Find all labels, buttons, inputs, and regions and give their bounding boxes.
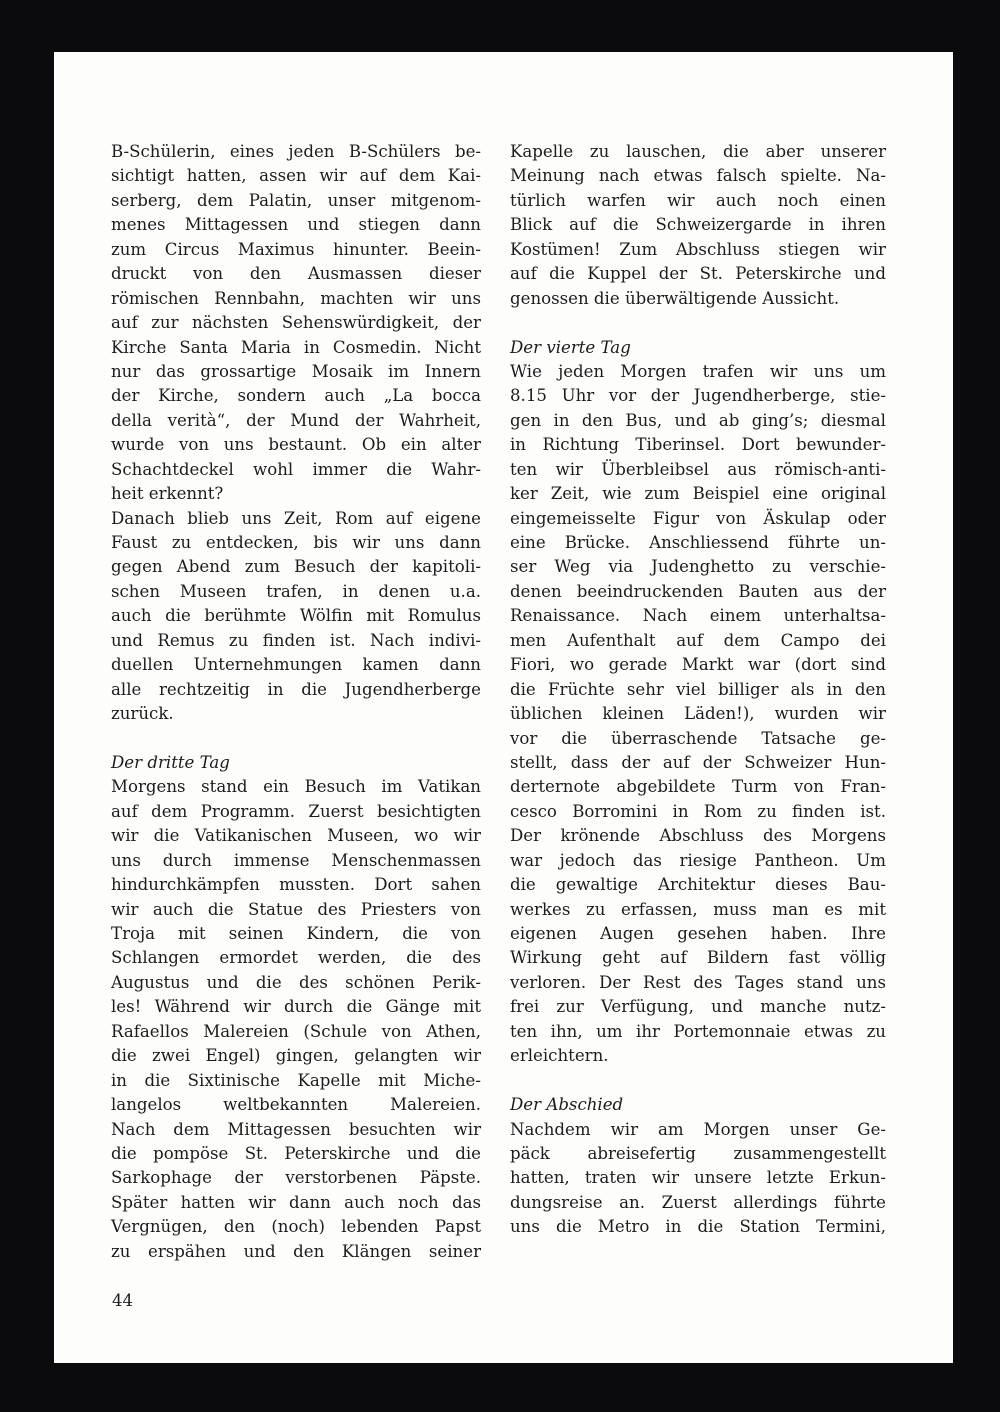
text-line: stellt, dass der auf der Schweizer Hun- xyxy=(510,752,886,772)
text-line: Vergnügen, den (noch) lebenden Papst xyxy=(111,1217,481,1237)
text-line: Meinung nach etwas falsch spielte. Na- xyxy=(510,166,886,186)
text-line: gen in den Bus, und ab ging’s; diesmal xyxy=(510,410,886,430)
text-line: ker Zeit, wie zum Beispiel eine original xyxy=(510,484,886,504)
text-line: Nach dem Mittagessen besuchten wir xyxy=(111,1119,481,1139)
text-line: sichtigt hatten, assen wir auf dem Kai- xyxy=(111,166,481,186)
paragraph-gap xyxy=(510,1069,886,1093)
text-line: verloren. Der Rest des Tages stand uns xyxy=(510,972,886,992)
text-line: erleichtern. xyxy=(510,1046,609,1066)
text-line: auf dem Programm. Zuerst besichtigten xyxy=(111,801,481,821)
text-line: die gewaltige Architektur dieses Bau- xyxy=(510,875,886,895)
paragraph-gap xyxy=(111,727,481,751)
text-line: Faust zu entdecken, bis wir uns dann xyxy=(111,533,481,552)
text-line: heit erkennt? xyxy=(111,484,224,504)
text-line: auf zur nächsten Sehenswürdigkeit, der xyxy=(111,313,481,333)
section-heading-farewell: Der Abschied xyxy=(510,1095,624,1115)
text-line: hindurchkämpfen mussten. Dort sahen xyxy=(111,875,481,895)
text-line: eine Brücke. Anschliessend führte un- xyxy=(510,533,886,552)
paragraph-st-peter xyxy=(510,140,886,311)
text-line: denen beeindruckenden Bauten aus der xyxy=(510,581,886,601)
text-line: zurück. xyxy=(111,704,174,724)
text-line: Wirkung geht auf Bildern fast völlig xyxy=(510,948,886,968)
text-line: römischen Rennbahn, machten wir uns xyxy=(111,288,481,308)
text-line: wir die Vatikanischen Museen, wo wir xyxy=(111,826,481,846)
text-line: Augustus und die des schönen Perik- xyxy=(111,972,481,992)
text-line: auch die berühmte Wölfin mit Romulus xyxy=(111,606,481,626)
text-line: B-Schülerin, eines jeden B-Schülers be- xyxy=(111,142,481,161)
text-line: auf die Kuppel der St. Peterskirche und xyxy=(510,264,886,284)
text-line: Kostümen! Zum Abschluss stiegen wir xyxy=(510,239,886,259)
text-line: Renaissance. Nach einem unterhaltsa- xyxy=(510,606,886,626)
text-line: werkes zu erfassen, muss man es mit xyxy=(510,899,886,919)
text-line: nur das grossartige Mosaik im Innern xyxy=(111,361,481,381)
text-line: della verità“, der Mund der Wahrheit, xyxy=(111,410,481,430)
text-line: dungsreise an. Zuerst allerdings führte xyxy=(510,1192,886,1212)
text-line: zum Circus Maximus hinunter. Beein- xyxy=(111,239,481,259)
text-line: Sarkophage der verstorbenen Päpste. xyxy=(111,1168,481,1188)
text-line: Troja mit seinen Kindern, die von xyxy=(111,924,481,943)
text-line: päck abreisefertig zusammengestellt xyxy=(510,1143,886,1163)
text-line: langelos weltbekannten Malereien. xyxy=(111,1095,481,1115)
text-line: 8.15 Uhr vor der Jugendherberge, stie- xyxy=(510,386,886,406)
text-line: uns durch immense Menschenmassen xyxy=(111,850,481,870)
text-line: ten ihn, um ihr Portemonnaie etwas zu xyxy=(510,1021,886,1041)
text-line: in die Sixtinische Kapelle mit Miche- xyxy=(111,1070,481,1090)
paragraph-forum-visit xyxy=(111,140,481,507)
text-line: cesco Borromini in Rom zu finden ist. xyxy=(510,801,886,821)
text-line: derternote abgebildete Turm von Fran- xyxy=(510,777,886,797)
text-line: ser Weg via Judenghetto zu verschie- xyxy=(510,557,886,577)
text-line: und Remus zu finden ist. Nach indivi- xyxy=(111,630,481,650)
paragraph-departure xyxy=(510,1118,886,1240)
text-line: Fiori, wo gerade Markt war (dort sind xyxy=(510,655,886,675)
text-line: Nachdem wir am Morgen unser Ge- xyxy=(510,1119,886,1139)
text-line: gegen Abend zum Besuch der kapitoli- xyxy=(111,557,481,577)
text-line: vor die überraschende Tatsache ge- xyxy=(510,728,886,748)
text-line: eigenen Augen gesehen haben. Ihre xyxy=(510,924,886,943)
text-line: genossen die überwältigende Aussicht. xyxy=(510,288,840,308)
text-line: Rafaellos Malereien (Schule von Athen, xyxy=(111,1021,481,1041)
section-heading-third-day: Der dritte Tag xyxy=(111,752,230,772)
page-number: 44 xyxy=(112,1291,134,1310)
text-line: les! Während wir durch die Gänge mit xyxy=(111,997,481,1017)
text-line: hatten, traten wir unsere letzte Erkun- xyxy=(510,1168,886,1188)
text-line: schen Museen trafen, in denen u.a. xyxy=(111,581,481,601)
paragraph-gap xyxy=(510,311,886,335)
left-column xyxy=(111,140,481,1264)
text-line: üblichen kleinen Läden!), wurden wir xyxy=(510,704,886,724)
text-line: Kirche Santa Maria in Cosmedin. Nicht xyxy=(111,337,481,357)
text-line: die zwei Engel) gingen, gelangten wir xyxy=(111,1046,481,1066)
text-line: men Aufenthalt auf dem Campo dei xyxy=(510,630,886,650)
text-line: die pompöse St. Peterskirche und die xyxy=(111,1143,481,1163)
text-line: türlich warfen wir auch noch einen xyxy=(510,190,886,210)
right-column xyxy=(510,140,886,1240)
text-line: eingemeisselte Figur von Äskulap oder xyxy=(510,508,886,528)
text-line: Blick auf die Schweizergarde in ihren xyxy=(510,215,886,235)
text-line: menes Mittagessen und stiegen dann xyxy=(111,215,481,235)
text-line: duellen Unternehmungen kamen dann xyxy=(111,655,481,675)
text-line: Der krönende Abschluss des Morgens xyxy=(510,826,886,846)
text-line: war jedoch das riesige Pantheon. Um xyxy=(510,850,886,870)
text-line: Schlangen ermordet werden, die des xyxy=(111,948,481,968)
text-line: druckt von den Ausmassen dieser xyxy=(111,264,481,284)
text-line: die Früchte sehr viel billiger als in den xyxy=(510,679,886,699)
text-line: zu erspähen und den Klängen seiner xyxy=(111,1241,481,1261)
text-line: ten wir Überbleibsel aus römisch-anti- xyxy=(510,459,886,479)
document-page xyxy=(54,52,953,1363)
text-line: wir auch die Statue des Priesters von xyxy=(111,899,481,919)
text-line: Morgens stand ein Besuch im Vatikan xyxy=(111,777,481,797)
paragraph-tiber-island xyxy=(510,360,886,1069)
section-heading-fourth-day: Der vierte Tag xyxy=(510,337,631,357)
text-line: frei zur Verfügung, und manche nutz- xyxy=(510,997,886,1017)
text-line: alle rechtzeitig in die Jugendherberge xyxy=(111,679,481,699)
text-line: uns die Metro in die Station Termini, xyxy=(510,1217,886,1237)
text-line: Später hatten wir dann auch noch das xyxy=(111,1192,481,1212)
text-line: in Richtung Tiberinsel. Dort bewunder- xyxy=(510,435,886,455)
text-line: serberg, dem Palatin, unser mitgenom- xyxy=(111,190,481,210)
text-line: Schachtdeckel wohl immer die Wahr- xyxy=(111,459,481,479)
text-line: wurde von uns bestaunt. Ob ein alter xyxy=(111,435,481,455)
text-line: der Kirche, sondern auch „La bocca xyxy=(111,386,481,406)
text-line: Danach blieb uns Zeit, Rom auf eigene xyxy=(111,508,481,528)
text-line: Wie jeden Morgen trafen wir uns um xyxy=(510,361,886,381)
paragraph-free-time xyxy=(111,507,481,727)
paragraph-vatican xyxy=(111,775,481,1264)
text-line: Kapelle zu lauschen, die aber unserer xyxy=(510,142,886,161)
